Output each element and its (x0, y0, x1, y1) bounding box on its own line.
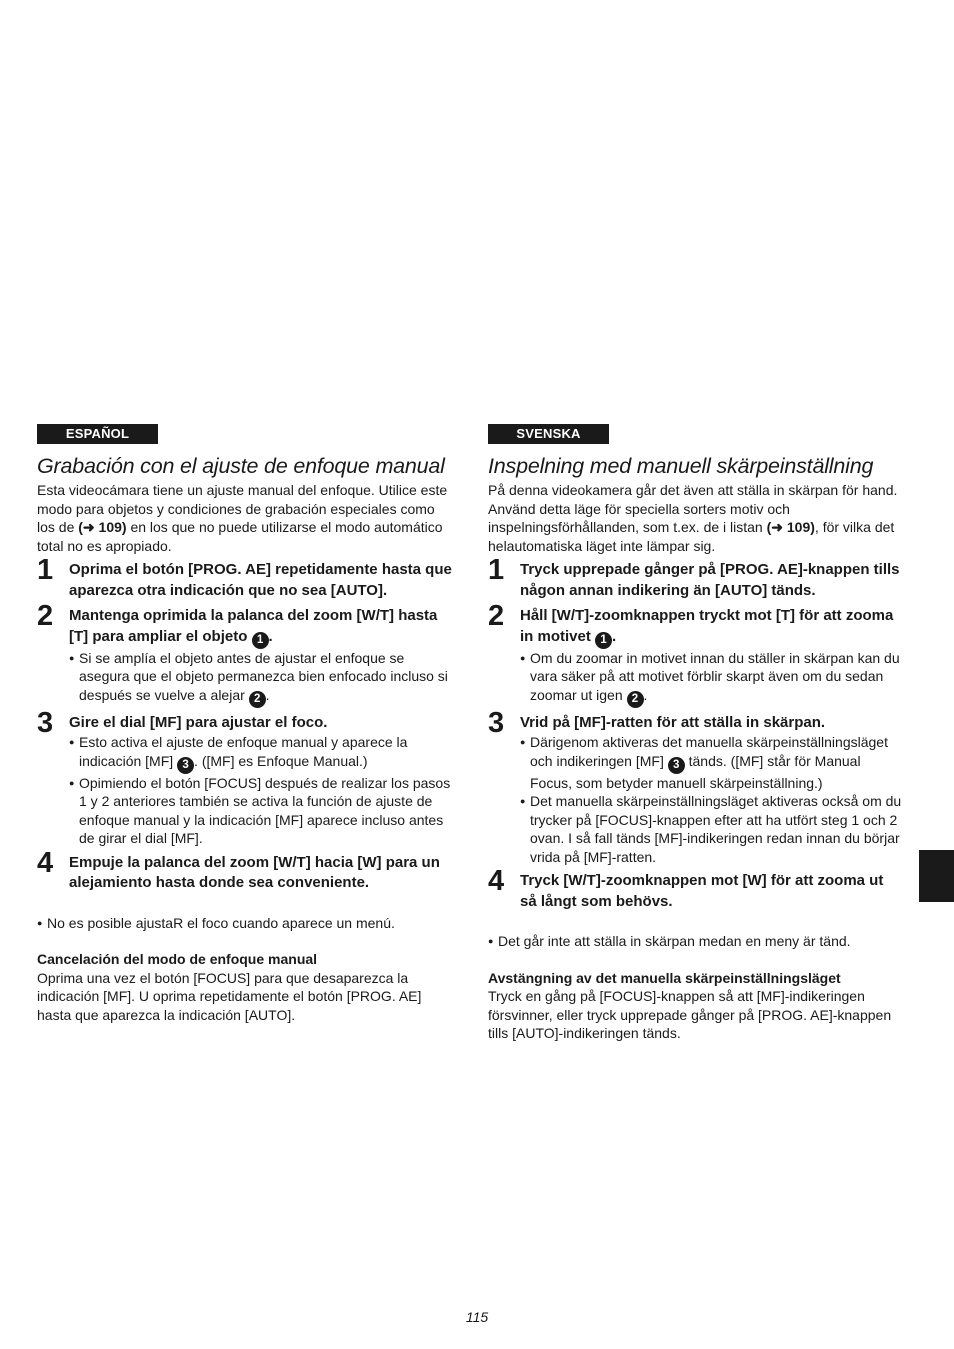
step-4 (37, 846, 453, 894)
circled-number-3-icon: 3 (668, 757, 685, 774)
step-notes (520, 649, 904, 708)
circled-number-2-icon: 2 (249, 691, 266, 708)
cancel-body: Oprima una vez el botón [FOCUS] para que desaparezca la indicación [MF]. U oprima repetidamente el botón [PROG. AE] hasta que aparezca la indicación [AUTO]. (37, 969, 422, 1023)
step-instruction: Mantenga oprimida la palanca del zoom [W/T] hasta [T] para ampliar el objeto 1 . (69, 606, 453, 649)
step-number: 1 (488, 554, 505, 586)
circled-number-1-icon: 1 (252, 632, 269, 649)
list-item: ● Därigenom aktiveras det manuella skärpeinställningsläget och indikeringen [MF] 3 tänds. ([MF] står för Manual Focus, som betyder manuell skärpeinställning.) (520, 733, 904, 792)
step-notes (69, 733, 453, 848)
step-instruction: Håll [W/T]-zoomknappen tryckt mot [T] för att zooma in motivet 1 . (520, 606, 904, 649)
language-tag: SVENSKA (488, 424, 609, 444)
page-number: 115 (465, 1309, 489, 1325)
step-instruction: Tryck upprepade gånger på [PROG. AE]-knappen tills någon annan indikering än [AUTO] tänds. (520, 561, 900, 599)
step-instruction: Oprima el botón [PROG. AE] repetidamente hasta que aparezca otra indicación que no sea [AUTO]. (69, 561, 452, 599)
step-number: 2 (488, 600, 505, 632)
spanish-column (37, 424, 453, 1024)
step-instruction: Empuje la palanca del zoom [W/T] hacia [W] para un alejamiento hasta donde sea conveniente. (69, 853, 440, 891)
list-item: ● No es posible ajustaR el foco cuando aparece un menú. (37, 914, 453, 933)
page-reference: (➜ 109) (78, 519, 127, 535)
circled-number-3-icon: 3 (177, 757, 194, 774)
step-1 (488, 554, 904, 601)
list-item: ● Om du zoomar in motivet innan du ställer in skärpan kan du vara säker på att motivet förblir skarpt även om du sedan zoomar ut igen 2 . (520, 649, 904, 708)
step-1 (37, 554, 453, 601)
step-number: 1 (37, 554, 54, 586)
swedish-column (488, 424, 904, 1043)
step-2 (488, 600, 904, 708)
page-reference: (➜ 109) (766, 519, 815, 535)
step-4 (488, 865, 904, 912)
step-3 (488, 706, 904, 867)
menu-note (37, 914, 453, 933)
cancel-body: Tryck en gång på [FOCUS]-knappen så att [MF]-indikeringen försvinner, eller tryck upprepade gånger på [PROG. AE]-knappen tills [AUTO]-indikeringen tänds. (488, 988, 892, 1041)
section-title: Inspelning med manuell skärpeinställning (488, 454, 874, 478)
list-item: ● Det manuella skärpeinställningsläget aktiveras också om du trycker på [FOCUS]-knappen efter att ha utfört steg 1 och 2 ovan. I så fall tänds [MF]-indikeringen redan innan du börjar vrida på [MF]-ratten. (520, 792, 904, 866)
language-tag: ESPAÑOL (37, 424, 158, 444)
list-item: ● Esto activa el ajuste de enfoque manual y aparece la indicación [MF] 3 . ([MF] es Enfoque Manual.) (69, 733, 453, 774)
circled-number-1-icon: 1 (595, 632, 612, 649)
cancel-heading: Cancelación del modo de enfoque manual (37, 951, 318, 967)
step-3 (37, 706, 453, 848)
intro-paragraph: På denna videokamera går det även att ställa in skärpan för hand. (488, 482, 898, 498)
step-notes (69, 649, 453, 708)
circled-number-2-icon: 2 (627, 691, 644, 708)
step-notes (520, 733, 904, 866)
intro-paragraph: Använd detta läge för speciella sorters motiv och inspelningsförhållanden, som t.ex. de i listan (➜ 109), för vilka det helautomatiska läget inte lämpar sig. (488, 500, 895, 554)
step-instruction: Gire el dial [MF] para ajustar el foco. (69, 713, 328, 731)
list-item: ● Si se amplía el objeto antes de ajustar el enfoque se asegura que el objeto permanezca bien enfocado incluso si después se vuelve a alejar 2 . (69, 649, 453, 708)
step-instruction: Tryck [W/T]-zoomknappen mot [W] för att zooma ut så långt som behövs. (520, 872, 884, 910)
step-instruction: Vrid på [MF]-ratten för att ställa in skärpan. (520, 713, 826, 731)
list-item: ● Opimiendo el botón [FOCUS] después de realizar los pasos 1 y 2 anteriores también se activa la función de ajuste de enfoque manual y la indicación [MF] aparece incluso antes de girar el dial [MF]. (69, 774, 453, 848)
menu-note (488, 932, 904, 951)
step-number: 3 (37, 706, 54, 739)
list-item: ● Det går inte att ställa in skärpan medan en meny är tänd. (488, 932, 904, 951)
step-number: 4 (488, 865, 505, 897)
intro-paragraph: Esta videocámara tiene un ajuste manual del enfoque. Utilice este modo para objetos y condiciones de grabación especiales como los de (➜ 109) en los que no puede utilizarse el modo automático total no es apropiado. (37, 482, 448, 554)
step-2 (37, 600, 453, 708)
step-number: 3 (488, 706, 505, 739)
cancel-heading: Avstängning av det manuella skärpeinställningsläget (488, 969, 841, 986)
section-edge-tab (919, 850, 954, 902)
step-number: 4 (37, 846, 54, 879)
step-number: 2 (37, 600, 54, 632)
section-title: Grabación con el ajuste de enfoque manual (37, 454, 445, 478)
